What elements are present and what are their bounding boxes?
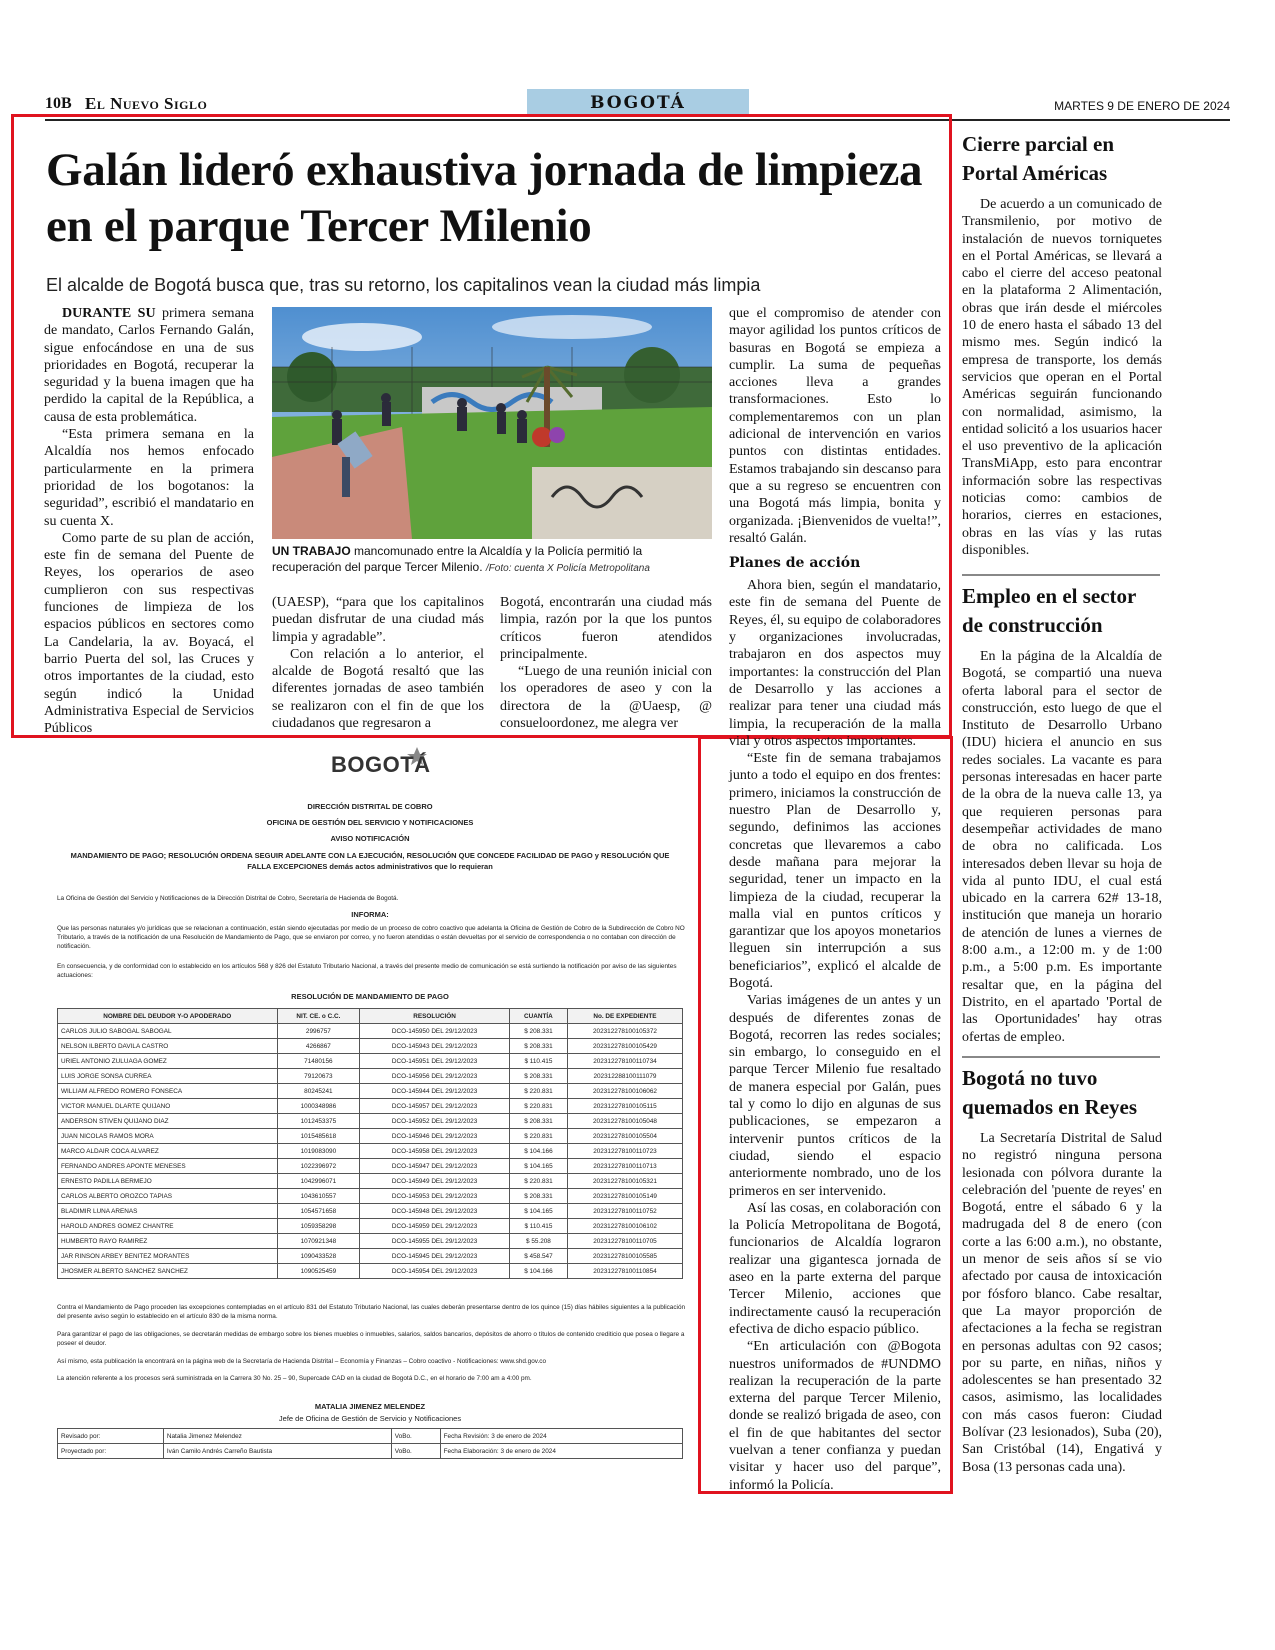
table-cell: DCO-145952 DEL 29/12/2023 (360, 1114, 510, 1129)
sidebar-divider (962, 574, 1160, 576)
table-cell: DCO-145945 DEL 29/12/2023 (360, 1249, 510, 1264)
table-cell: 202312278100105429 (567, 1039, 682, 1054)
table-cell: Revisado por: (58, 1429, 164, 1444)
table-cell: 1000348986 (277, 1099, 360, 1114)
table-row (58, 1219, 683, 1234)
table-cell: 1090525459 (277, 1264, 360, 1279)
table-cell: VoBo. (391, 1429, 440, 1444)
table-cell: MARCO ALDAIR COCA ALVAREZ (58, 1144, 278, 1159)
table-cell: 202312278100110713 (567, 1159, 682, 1174)
bogota-logo: BOGOTÁ (331, 752, 431, 777)
table-cell: JUAN NICOLAS RAMOS MORA (58, 1129, 278, 1144)
table-cell: CARLOS ALBERTO OROZCO TAPIAS (58, 1189, 278, 1204)
table-cell: 202312278100110723 (567, 1144, 682, 1159)
table-cell: 202312278100105585 (567, 1249, 682, 1264)
table-header-cell: NOMBRE DEL DEUDOR Y-O APODERADO (58, 1009, 278, 1024)
photo-caption (272, 543, 712, 577)
park-cleanup-photo (272, 307, 712, 539)
paragraph: Bogotá, encontrarán una ciudad más limpia, razón por la que los puntos críticos fueron atendidos principalmente. (500, 595, 712, 662)
table-cell: $ 458.547 (509, 1249, 567, 1264)
table-row (58, 1264, 683, 1279)
table-cell: $ 220.831 (509, 1174, 567, 1189)
table-cell: 1070921348 (277, 1234, 360, 1249)
table-cell: BLADIMIR LUNA ARENAS (58, 1204, 278, 1219)
caption-text: mancomunado entre la Alcaldía y la Policía permitió la recuperación del parque Tercer Milenio. (272, 544, 643, 574)
table-cell: DCO-145949 DEL 29/12/2023 (360, 1174, 510, 1189)
table-cell: 71480156 (277, 1054, 360, 1069)
table-cell: 202312278100105149 (567, 1189, 682, 1204)
table-cell: $ 208.331 (509, 1039, 567, 1054)
paragraph: Ahora bien, según el mandatario, este fin de semana del Puente de Reyes, él, su equipo de colaboradores y organizaciones involucradas, trabajaron en dos aspectos muy importantes: la construcción del Plan de Desarrollo y las acciones a realizar para tener una ciudad más limpia, la recuperación de la malla vial y otros aspectos importantes. (729, 578, 941, 749)
table-header-cell: CUANTÍA (509, 1009, 567, 1024)
table-cell: DCO-145954 DEL 29/12/2023 (360, 1264, 510, 1279)
table-cell: $ 220.831 (509, 1084, 567, 1099)
table-cell: $ 110.415 (509, 1219, 567, 1234)
table-row (58, 1069, 683, 1084)
paragraph: “Esta primera semana en la Alcaldía nos hemos enfocado particularmente en la primera prioridad de los bogotanos: la seguridad”, escribió el mandatario en su cuenta X. (44, 427, 254, 529)
table-cell: 1012453375 (277, 1114, 360, 1129)
table-cell: $ 55.208 (509, 1234, 567, 1249)
notice-intro: La Oficina de Gestión del Servicio y Notificaciones de la Dirección Distrital de Cobro, Secretaría de Hacienda de Bogotá. (57, 895, 399, 902)
table-cell: $ 110.415 (509, 1054, 567, 1069)
table-cell: 202312278100106102 (567, 1219, 682, 1234)
sidebar-divider (962, 1056, 1160, 1058)
table-cell: 1059358298 (277, 1219, 360, 1234)
table-cell: VICTOR MANUEL DLARTE QUIJANO (58, 1099, 278, 1114)
table-cell: 79120673 (277, 1069, 360, 1084)
table-row (58, 1159, 683, 1174)
table-cell: 4266867 (277, 1039, 360, 1054)
table-cell: DCO-145946 DEL 29/12/2023 (360, 1129, 510, 1144)
page-number: 10B (45, 95, 72, 112)
table-cell: JHOSMER ALBERTO SANCHEZ SANCHEZ (58, 1264, 278, 1279)
table-cell: DCO-145943 DEL 29/12/2023 (360, 1039, 510, 1054)
article-column-2 (272, 594, 484, 732)
notice-paragraph: Así mismo, esta publicación la encontrará en la página web de la Secretaría de Hacienda Distrital – Economía y Finanzas – Cobro coactivo - Notificaciones: www.shd.gov.co (57, 1358, 547, 1365)
table-row (58, 1249, 683, 1264)
table-header-cell: No. DE EXPEDIENTE (567, 1009, 682, 1024)
table-cell: $ 220.831 (509, 1099, 567, 1114)
table-cell: 202312278100110734 (567, 1054, 682, 1069)
brief-title: Empleo en el sector de construcción (962, 584, 1136, 637)
table-cell: JAR RINSON ARBEY BENITEZ MORANTES (58, 1249, 278, 1264)
photo-credit: /Foto: cuenta X Policía Metropolitana (485, 563, 650, 574)
table-row (58, 1174, 683, 1189)
table-row (58, 1084, 683, 1099)
table-cell: 1054571658 (277, 1204, 360, 1219)
debtors-table (57, 1008, 683, 1279)
article-column-1 (44, 305, 254, 737)
caption-lead: UN TRABAJO (272, 544, 351, 558)
paragraph: (UAESP), “para que los capitalinos puedan disfrutar de una ciudad más limpia y agradable”. (272, 595, 484, 645)
notice-paragraph: En consecuencia, y de conformidad con lo establecido en los artículos 568 y 826 del Estatuto Tributario Nacional, a través del presente medio de comunicación se está surtiendo la notificación por aviso de las siguientes actuaciones: (57, 963, 677, 979)
table-cell: 202312278100106062 (567, 1084, 682, 1099)
table-cell: LUIS JORGE SONSA CURREA (58, 1069, 278, 1084)
table-cell: 202312278100105321 (567, 1174, 682, 1189)
table-cell: 1043610557 (277, 1189, 360, 1204)
brief-text: En la página de la Alcaldía de Bogotá, se compartió una nueva oferta laboral para el sector de construcción, esto luego de que el Instituto de Desarrollo Urbano (IDU) hiciera el anuncio en sus redes sociales. La vacante es para personas interesadas en hacer parte de la obra de la nueva calle 13, ya que requieren personas para desempeñar actividades de mano de obra no calificada. Los interesados deben llevar su hoja de vida al punto IDU, el cual está ubicado en la carrera 62# 13-18, institución que maneja un horario de atención de lunes a viernes de 8:00 a.m., a 12:00 m. y de 1:00 p.m., a 5:00 p.m. Es importante resaltar que, en la página del Distrito, en el apartado 'Portal de las Oportunidades' hay otras ofertas de empleo. (962, 649, 1162, 1045)
table-cell: Fecha Revisión: 3 de enero de 2024 (440, 1429, 682, 1444)
notice-line: MANDAMIENTO DE PAGO; RESOLUCIÓN ORDENA SEGUIR ADELANTE CON LA EJECUCIÓN, RESOLUCIÓN QUE CONCEDE FACILIDAD DE PAGO y RESOLUCIÓN QUE FALLA EXCEPCIONES demás actos administrativos que lo requieran (70, 851, 670, 871)
subheadline: El alcalde de Bogotá busca que, tras su retorno, los capitalinos vean la ciudad más limpia (46, 275, 761, 295)
table-cell: WILLIAM ALFREDO ROMERO FONSECA (58, 1084, 278, 1099)
table-cell: $ 208.331 (509, 1114, 567, 1129)
table-cell: ANDERSON STIVEN QUIJANO DIAZ (58, 1114, 278, 1129)
table-cell: DCO-145944 DEL 29/12/2023 (360, 1084, 510, 1099)
table-row (58, 1099, 683, 1114)
table-cell: Fecha Elaboración: 3 de enero de 2024 (440, 1444, 682, 1459)
paragraph: que el compromiso de atender con mayor agilidad los puntos críticos de basuras en Bogotá se empieza a cumplir. La suma de pequeñas acciones lleva a grandes transformaciones. Esto lo complementaremos con un plan adicional de intervención en varios puntos con distintas entidades. Estamos trabajando sin descanso para que a su regreso se encuentren con una Bogotá más limpia, bonita y organizada. ¡Bienvenidos de vuelta!”, resaltó Galán. (729, 306, 941, 546)
section-label: BOGOTÁ (527, 89, 749, 117)
table-cell: 202312288100111079 (567, 1069, 682, 1084)
paragraph: Varias imágenes de un antes y un después de diferentes zonas de Bogotá, recorren las redes sociales; sin embargo, lo conseguido en el parque Tercer Milenio fue resaltado de manera especial por Galán, pues tal y como lo dijo en algunas de sus publicaciones, se empezaron a intervenir puntos críticos de la ciudad, siendo el espacio anteriormente nombrado, uno de los primeros en ser intervenido. (729, 993, 941, 1199)
table-row (58, 1204, 683, 1219)
table-cell: HAROLD ANDRES GOMEZ CHANTRE (58, 1219, 278, 1234)
table-cell: ERNESTO PADILLA BERMEJO (58, 1174, 278, 1189)
notice-paragraph: Que las personas naturales y/o jurídicas que se relacionan a continuación, están siendo ejecutadas por medio de un proceso de cobro coactivo que adelanta la Oficina de Gestión de Cobro de la Subdirección de Cobro NO Tributario, a través de la notificación de una Resolución de Mandamiento de Pago, que se enviaron por correo, y no fueron atendidas o están devueltas por el servicio de correspondencia o no contaban con dirección de notificación. (57, 925, 685, 950)
table-cell: 202312278100110705 (567, 1234, 682, 1249)
notice-line: OFICINA DE GESTIÓN DEL SERVICIO Y NOTIFICACIONES (266, 818, 474, 827)
table-cell: DCO-145947 DEL 29/12/2023 (360, 1159, 510, 1174)
paragraph: “Este fin de semana trabajamos junto a todo el equipo en dos frentes: primero, iniciamos la construcción de nuestro Plan de Desarrollo y, segundo, definimos las acciones concretas que llevaremos a cabo desde mañana para mejorar la seguridad, tener un impacto en la limpieza de la ciudad, recuperar la malla vial en puntos críticos y garantizar que los apoyos monetarios lleguen sin interrupción a sus beneficiarios”, explicó el alcalde de Bogotá. (729, 751, 941, 991)
lead-in: DURANTE SU (62, 306, 156, 321)
table-row (58, 1039, 683, 1054)
table-cell: 1019083090 (277, 1144, 360, 1159)
table-row (58, 1129, 683, 1144)
table-cell: $ 104.165 (509, 1159, 567, 1174)
table-row (58, 1144, 683, 1159)
table-cell: 202312278100105504 (567, 1129, 682, 1144)
table-cell: 1042996071 (277, 1174, 360, 1189)
table-cell: $ 104.165 (509, 1204, 567, 1219)
table-cell: HUMBERTO RAYO RAMIREZ (58, 1234, 278, 1249)
paragraph: primera semana de mandato, Carlos Fernando Galán, sigue enfocándose en una de sus prioridades en Bogotá, recuperar la seguridad y la buena imagen que ha perdido la capital de la República, a causa de esta problemática. (44, 306, 254, 425)
notice-paragraph: Para garantizar el pago de las obligaciones, se decretarán medidas de embargo sobre los bienes muebles o inmuebles, salarios, saldos bancarios, depósitos de ahorro o títulos de contenido crediticio que posea o llegare a poseer el deudor. (57, 1331, 685, 1347)
table-cell: 1022396972 (277, 1159, 360, 1174)
table-title: RESOLUCIÓN DE MANDAMIENTO DE PAGO (291, 992, 449, 1001)
brief-title: Cierre parcial en Portal Américas (962, 132, 1115, 185)
paragraph: Con relación a lo anterior, el alcalde de Bogotá resaltó que las diferentes jornadas de aseo también se realizaron con el fin de que los ciudadanos que regresaron a (272, 646, 484, 732)
table-cell: Natalia Jimenez Melendez (163, 1429, 391, 1444)
notice-informa: INFORMA: (351, 910, 389, 919)
paragraph: Como parte de su plan de acción, este fin de semana del Puente de Reyes, los operarios de aseo cumplieron con sus respectivas funciones de limpieza de los espacios públicos en sectores como La Candelaria, la av. Boyacá, el barrio Puerta del sol, las Cruces y otros importantes de la ciudad, esto según indicó la Unidad Administrativa Especial de Servicios Públicos (44, 530, 254, 737)
table-cell: CARLOS JULIO SABOGAL SABOGAL (58, 1024, 278, 1039)
table-row (58, 1054, 683, 1069)
issue-date: MARTES 9 DE ENERO DE 2024 (1054, 99, 1230, 113)
table-row (58, 1114, 683, 1129)
table-cell: URIEL ANTONIO ZULUAGA GOMEZ (58, 1054, 278, 1069)
table-cell: DCO-145948 DEL 29/12/2023 (360, 1204, 510, 1219)
table-row (58, 1189, 683, 1204)
table-cell: $ 104.166 (509, 1264, 567, 1279)
paragraph: “Luego de una reunión inicial con los operadores de aseo y con la directora de la @Uaesp, @ consueloordonez, me alegra ver (500, 664, 712, 732)
table-cell: $ 208.331 (509, 1024, 567, 1039)
table-cell: DCO-145950 DEL 29/12/2023 (360, 1024, 510, 1039)
table-cell: $ 208.331 (509, 1069, 567, 1084)
brief-title: Bogotá no tuvo quemados en Reyes (962, 1066, 1138, 1119)
table-cell: VoBo. (391, 1444, 440, 1459)
article-column-4 (729, 305, 941, 1494)
table-cell: DCO-145951 DEL 29/12/2023 (360, 1054, 510, 1069)
table-cell: DCO-145956 DEL 29/12/2023 (360, 1069, 510, 1084)
table-cell: Proyectado por: (58, 1444, 164, 1459)
article-column-3 (500, 594, 712, 732)
notice-paragraph: Contra el Mandamiento de Pago proceden las excepciones contempladas en el artículo 831 del Estatuto Tributario Nacional, las cuales deberán presentarse dentro de los quince (15) días hábiles siguientes a la publicación del presente aviso según lo establecido en el artículo 830 de la misma norma. (57, 1304, 686, 1320)
newspaper-logo: El Nuevo Siglo (85, 94, 208, 113)
table-row (58, 1444, 683, 1459)
table-cell: 202312278100105115 (567, 1099, 682, 1114)
table-row (58, 1429, 683, 1444)
table-cell: 202312278100110854 (567, 1264, 682, 1279)
notice-line: DIRECCIÓN DISTRITAL DE COBRO (307, 802, 433, 811)
notice-paragraph: La atención referente a los procesos será suministrada en la Carrera 30 No. 25 – 90, Supercade CAD en la ciudad de Bogotá D.C., en el horario de 7:00 am a 4:00 pm. (57, 1375, 532, 1382)
paragraph: “En articulación con @Bogota nuestros uniformados de #UNDMO realizan la recuperación de la parte externa del parque Tercer Milenio, donde se realizó brigada de aseo, con el fin de que habitantes del sector vuelvan a tener confianza y puedan visitar y hacer uso del parque”, informó la Policía. (729, 1339, 941, 1493)
table-cell: NELSON ILBERTO DAVILA CASTRO (58, 1039, 278, 1054)
signer-name: MATALIA JIMENEZ MELENDEZ (314, 1402, 426, 1411)
table-cell: 1090433528 (277, 1249, 360, 1264)
table-row (58, 1024, 683, 1039)
table-cell: DCO-145953 DEL 29/12/2023 (360, 1189, 510, 1204)
table-header-cell: RESOLUCIÓN (360, 1009, 510, 1024)
brief-text: De acuerdo a un comunicado de Transmilenio, por motivo de instalación de nuevos torniquetes en el Portal Américas, se llevará a cabo el cierre del acceso peatonal en la plataforma 2 Alimentación, obras que irán desde el miércoles 10 de enero hasta el sábado 13 del mismo mes. Según indicó la empresa de transporte, los demás servicios que operan en el Portal Américas seguirán funcionando con normalidad, asimismo, la entidad solicitó a los usuarios hacer el uso preventivo de la aplicación TransMiApp, esto para encontrar información sobre las respectivas noticias como: cambios de horarios, cierres en estaciones, obras en las vías y las rutas disponibles. (962, 197, 1162, 558)
table-cell: 1015485618 (277, 1129, 360, 1144)
legal-notice (45, 740, 695, 1460)
article-photo (272, 307, 712, 539)
table-cell: DCO-145959 DEL 29/12/2023 (360, 1219, 510, 1234)
table-cell: DCO-145957 DEL 29/12/2023 (360, 1099, 510, 1114)
brief-text: La Secretaría Distrital de Salud no registró ninguna persona lesionada con pólvora durante la celebración del 'puente de reyes' en Bogotá, entre el sábado 6 y la madrugada del 8 de enero (con corte a las 6:00 a.m.), no obstante, un menor de seis años sí se vio afectado por causa de intoxicación por fósforo blanco. Cabe resaltar, que La mayor proporción de afectaciones a la fecha se registran en personas adultas con 92 casos; por su parte, en niñas, niños y adolescentes se han presentado 32 casos, asimismo, las localidades con más casos fueron: Ciudad Bolívar (23 lesionados), Suba (20), San Cristóbal (14), Engativá y Bosa (13 personas cada una). (962, 1131, 1162, 1475)
table-cell: 202312278100105372 (567, 1024, 682, 1039)
table-cell: DCO-145955 DEL 29/12/2023 (360, 1234, 510, 1249)
review-table (57, 1428, 683, 1459)
table-cell: 80245241 (277, 1084, 360, 1099)
table-cell: 2996757 (277, 1024, 360, 1039)
table-cell: $ 104.166 (509, 1144, 567, 1159)
table-row (58, 1234, 683, 1249)
paragraph: Así las cosas, en colaboración con la Policía Metropolitana de Bogotá, funcionarios de Alcaldía lograron realizar una gigantesca jornada de aseo en la parte externa del parque Tercer Milenio, acciones que indirectamente causó la recuperación efectiva de dicho espacio público. (729, 1200, 941, 1337)
signer-role: Jefe de Oficina de Gestión de Servicio y Notificaciones (278, 1414, 462, 1423)
table-cell: $ 208.331 (509, 1189, 567, 1204)
table-header-cell: NIT. CE. o C.C. (277, 1009, 360, 1024)
table-cell: 202312278100105048 (567, 1114, 682, 1129)
notice-line: AVISO NOTIFICACIÓN (330, 834, 410, 843)
table-cell: Iván Camilo Andrés Carreño Bautista (163, 1444, 391, 1459)
headline: Galán lideró exhaustiva jornada de limpieza en el parque Tercer Milenio (46, 144, 923, 252)
table-cell: 202312278100110752 (567, 1204, 682, 1219)
table-cell: FERNANDO ANDRES APONTE MENESES (58, 1159, 278, 1174)
table-cell: $ 220.831 (509, 1129, 567, 1144)
subheading: Planes de acción (729, 555, 861, 572)
table-cell: DCO-145958 DEL 29/12/2023 (360, 1144, 510, 1159)
